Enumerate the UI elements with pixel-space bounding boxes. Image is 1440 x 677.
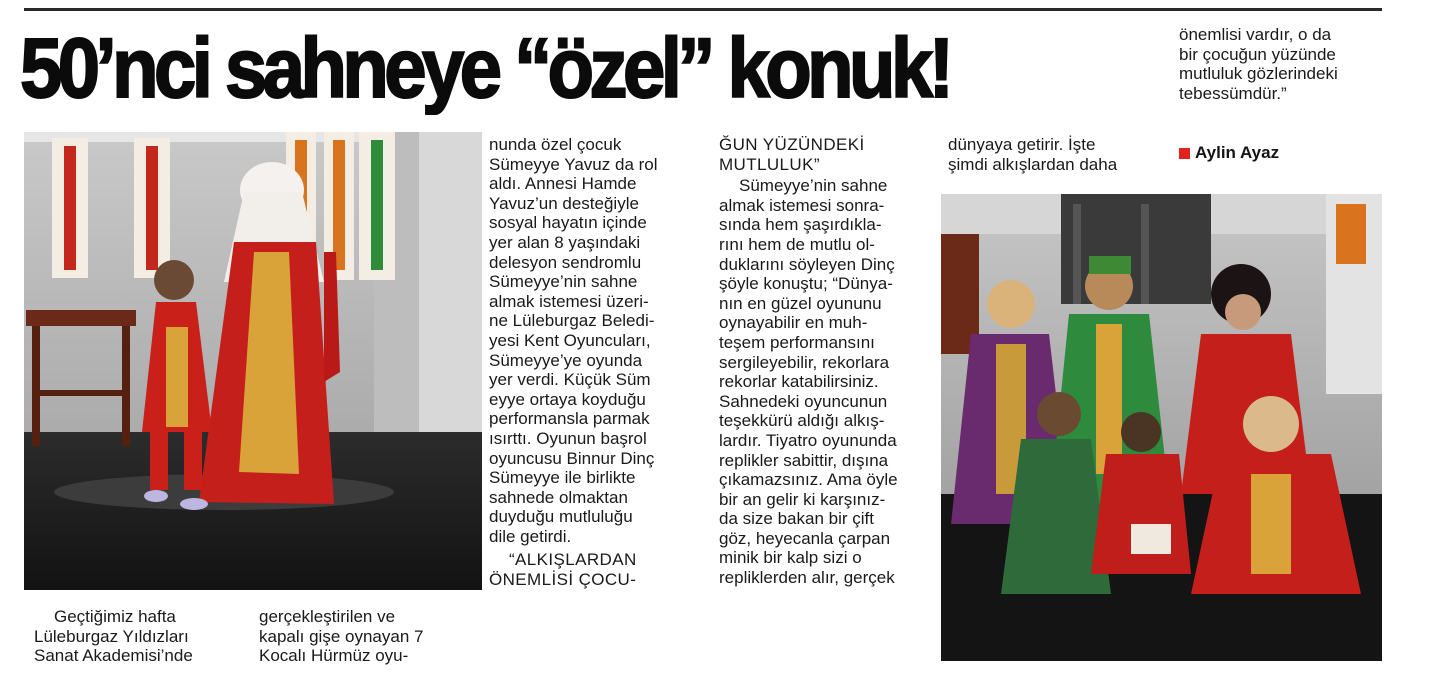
text-line: Sümeyye Yavuz da rol xyxy=(489,154,658,174)
text-line: sosyal hayatın içinde xyxy=(489,213,647,233)
text-line: Geçtiğimiz hafta xyxy=(54,607,176,626)
text-line: da size bakan bir çift xyxy=(719,509,874,529)
text-line: Sümeyye’nin sahne xyxy=(489,272,638,292)
subhead-line: ÖNEMLİSİ ÇOCU- xyxy=(489,570,637,590)
text-line: şöyle konuştu; “Dünya- xyxy=(719,274,893,294)
text-line: gerçekleştirilen ve xyxy=(259,607,396,626)
text-line: önemlisi vardır, o da xyxy=(1179,25,1332,44)
text-line: teşem performansını xyxy=(719,332,875,352)
text-line: Sümeyye ile birlikte xyxy=(489,468,636,488)
text-line: Sümeyye’nin sahne xyxy=(739,176,888,196)
column-1 xyxy=(34,607,254,666)
subhead-line: ĞUN YÜZÜNDEKİ xyxy=(719,135,865,154)
column-5 xyxy=(948,135,1173,174)
text-line: dünyaya getirir. İşte xyxy=(948,135,1096,154)
text-line: mutluluk gözlerindeki xyxy=(1179,64,1338,84)
top-rule xyxy=(24,8,1382,11)
text-line: duklarını söyleyen Dinç xyxy=(719,254,895,274)
text-line: oynayabilir en muh- xyxy=(719,313,868,333)
text-line: sergileyebilir, rekorlara xyxy=(719,352,890,372)
text-line: şimdi alkışlardan daha xyxy=(948,154,1118,174)
text-line: almak istemesi üzeri- xyxy=(489,291,649,311)
text-line: yer verdi. Küçük Süm xyxy=(489,370,651,390)
text-line: almak istemesi sonra- xyxy=(719,195,885,215)
text-line: bir an gelir ki karşınız- xyxy=(719,489,886,509)
column-2 xyxy=(259,607,479,666)
text-line: rını hem de mutlu ol- xyxy=(719,234,875,254)
headline: 50’nci sahneye “özel” konuk! xyxy=(20,21,950,115)
text-line: rekorlar katabilirsiniz. xyxy=(719,372,879,392)
column-4 xyxy=(719,135,934,588)
text-line: aldı. Annesi Hamde xyxy=(489,174,637,194)
text-line: eyye ortaya koyduğu xyxy=(489,389,646,409)
photo-stage-bride-child xyxy=(24,132,482,590)
text-line: sahnede olmaktan xyxy=(489,487,628,507)
column-3 xyxy=(489,135,704,590)
text-line: Sahnedeki oyuncunun xyxy=(719,391,888,411)
text-line: replikler sabittir, dışına xyxy=(719,450,889,470)
text-line: kapalı gişe oynayan 7 xyxy=(259,626,424,646)
text-line: ne Lüleburgaz Beledi- xyxy=(489,311,655,331)
byline xyxy=(1179,143,1279,163)
byline-square-icon xyxy=(1179,148,1190,159)
text-line: Kocalı Hürmüz oyu- xyxy=(259,646,409,666)
text-line: minik bir kalp sizi o xyxy=(719,548,862,568)
text-line: sında hem şaşırdıkla- xyxy=(719,215,882,235)
text-line: yesi Kent Oyuncuları, xyxy=(489,330,651,350)
text-line: Lüleburgaz Yıldızları xyxy=(34,626,189,646)
text-line: tebessümdür.” xyxy=(1179,83,1287,103)
text-line: nunda özel çocuk xyxy=(489,135,622,154)
text-line: oyuncusu Binnur Dinç xyxy=(489,448,655,468)
text-line: nın en güzel oyununu xyxy=(719,293,882,313)
quote-continuation xyxy=(1179,25,1384,103)
text-line: bir çocuğun yüzünde xyxy=(1179,44,1336,64)
text-line: Yavuz’un desteğiyle xyxy=(489,193,639,213)
text-line: Sanat Akademisi’nde xyxy=(34,646,193,666)
subhead-line: MUTLULUK” xyxy=(719,154,820,174)
text-line: teşekkürü aldığı alkış- xyxy=(719,411,885,431)
text-line: repliklerden alır, gerçek xyxy=(719,568,895,588)
byline-name: Aylin Ayaz xyxy=(1195,143,1280,162)
text-line: lardır. Tiyatro oyununda xyxy=(719,430,897,450)
text-line: duyduğu mutluluğu xyxy=(489,507,633,527)
subhead-line: “ALKIŞLARDAN xyxy=(509,550,637,570)
text-line: yer alan 8 yaşındaki xyxy=(489,232,641,252)
text-line: dile getirdi. xyxy=(489,526,572,546)
photo-cast-women xyxy=(941,194,1382,661)
text-line: performansla parmak xyxy=(489,409,650,429)
text-line: Sümeyye’ye oyunda xyxy=(489,350,643,370)
text-line: göz, heyecanla çarpan xyxy=(719,528,891,548)
text-line: ısırttı. Oyunun başrol xyxy=(489,428,647,448)
text-line: delesyon sendromlu xyxy=(489,252,642,272)
text-line: çıkamazsınız. Ama öyle xyxy=(719,470,898,490)
